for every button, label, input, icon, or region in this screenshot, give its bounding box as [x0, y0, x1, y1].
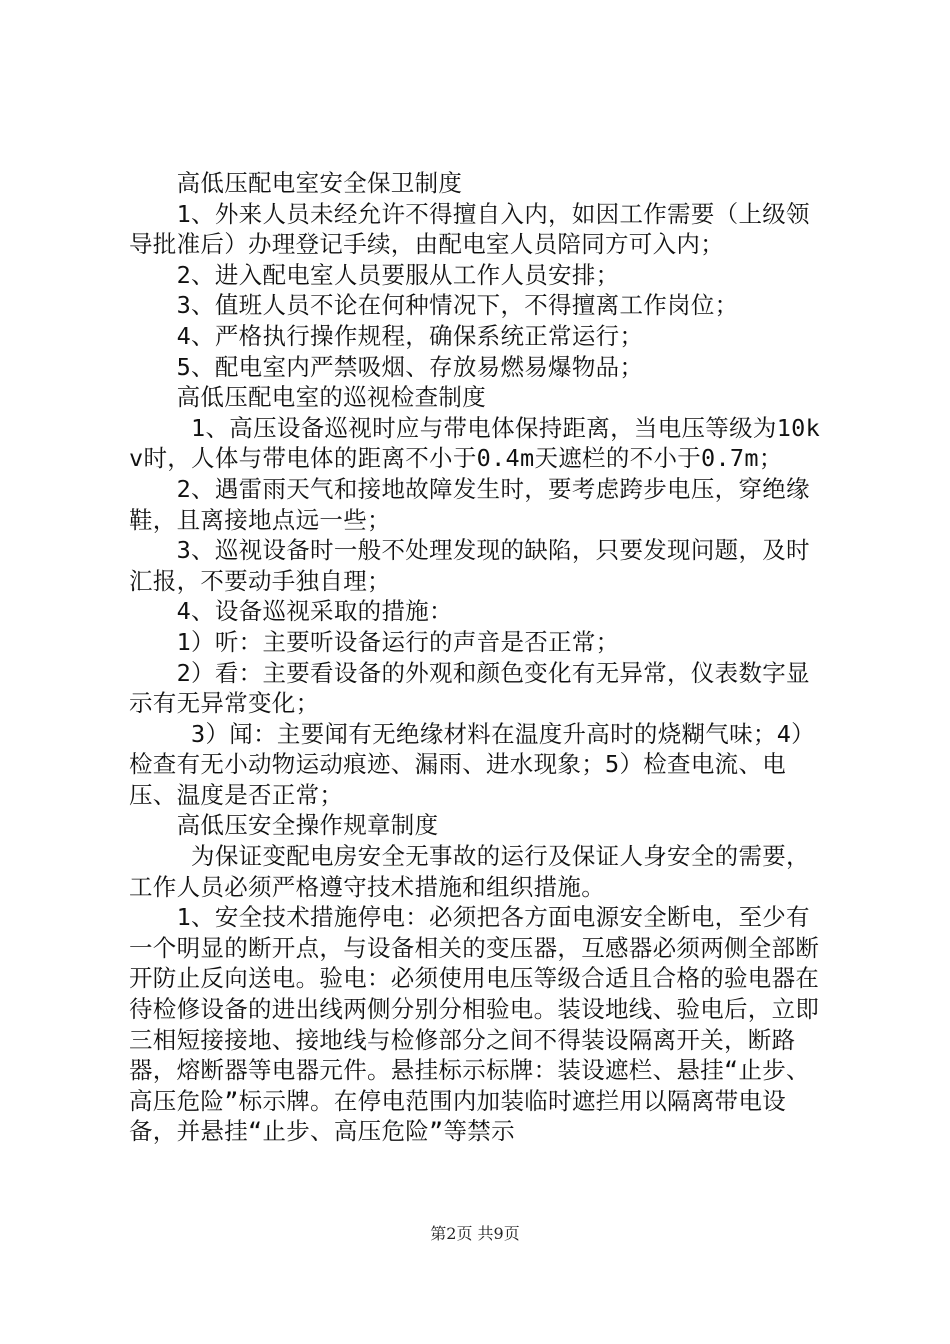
paragraph: 3、巡视设备时一般不处理发现的缺陷，只要发现问题，及时汇报，不要动手独自理； [129, 536, 810, 595]
section-title-operation: 高低压安全操作规章制度 [129, 811, 439, 840]
paragraph: 5、配电室内严禁吸烟、存放易燃易爆物品； [129, 352, 644, 381]
paragraph: 3）闻：主要闻有无绝缘材料在温度升高时的烧糊气味；4）检查有无小动物运动痕迹、漏雨、进水现象；5）检查电流、电压、温度是否正常； [129, 719, 815, 809]
paragraph: 1）听：主要听设备运行的声音是否正常； [129, 627, 620, 656]
paragraph: 2、遇雷雨天气和接地故障发生时，要考虑跨步电压，穿绝缘鞋，且离接地点远一些； [129, 474, 810, 534]
paragraph: 3、值班人员不论在何种情况下，不得擅离工作岗位； [129, 291, 739, 320]
page-number-footer: 第2页 共9页 [430, 1224, 520, 1243]
paragraph: 2、进入配电室人员要服从工作人员安排； [129, 260, 620, 289]
paragraph: 1、安全技术措施停电：必须把各方面电源安全断电，至少有一个明显的断开点，与设备相关的变压器，互感器必须两侧全部断开防止反向送电。验电：必须使用电压等级合适且合格的验电器在待检修设备的进出线两侧分别分相验电。装设地线、验电后，立即三相短接接地、接地线与检修部分之间不得装设隔离开关，断路器，熔断器等电器元件。悬挂标示标牌：装设遮栏、悬挂“止步、高压危险”标示牌。在停电范围内加装临时遮拦用以隔离带电设备，并悬挂“止步、高压危险”等禁示 [129, 903, 820, 1146]
paragraph: 1、高压设备巡视时应与带电体保持距离，当电压等级为10kv时，人体与带电体的距离不小于0.4m天遮栏的不小于0.7m； [129, 413, 821, 473]
paragraph: 2）看：主要看设备的外观和颜色变化有无异常，仪表数字显示有无异常变化； [129, 658, 810, 718]
paragraph: 1、外来人员未经允许不得擅自入内，如因工作需要（上级领导批准后）办理登记手续，由配电室人员陪同方可入内； [129, 199, 810, 259]
document-body [129, 168, 829, 1147]
section-title-security: 高低压配电室安全保卫制度 [129, 169, 463, 197]
paragraph: 4、严格执行操作规程，确保系统正常运行； [129, 321, 644, 350]
paragraph: 4、设备巡视采取的措施： [129, 597, 453, 626]
paragraph: 为保证变配电房安全无事故的运行及保证人身安全的需要，工作人员必须严格遵守技术措施和组织措施。 [129, 842, 810, 901]
section-title-inspection: 高低压配电室的巡视检查制度 [129, 383, 486, 412]
